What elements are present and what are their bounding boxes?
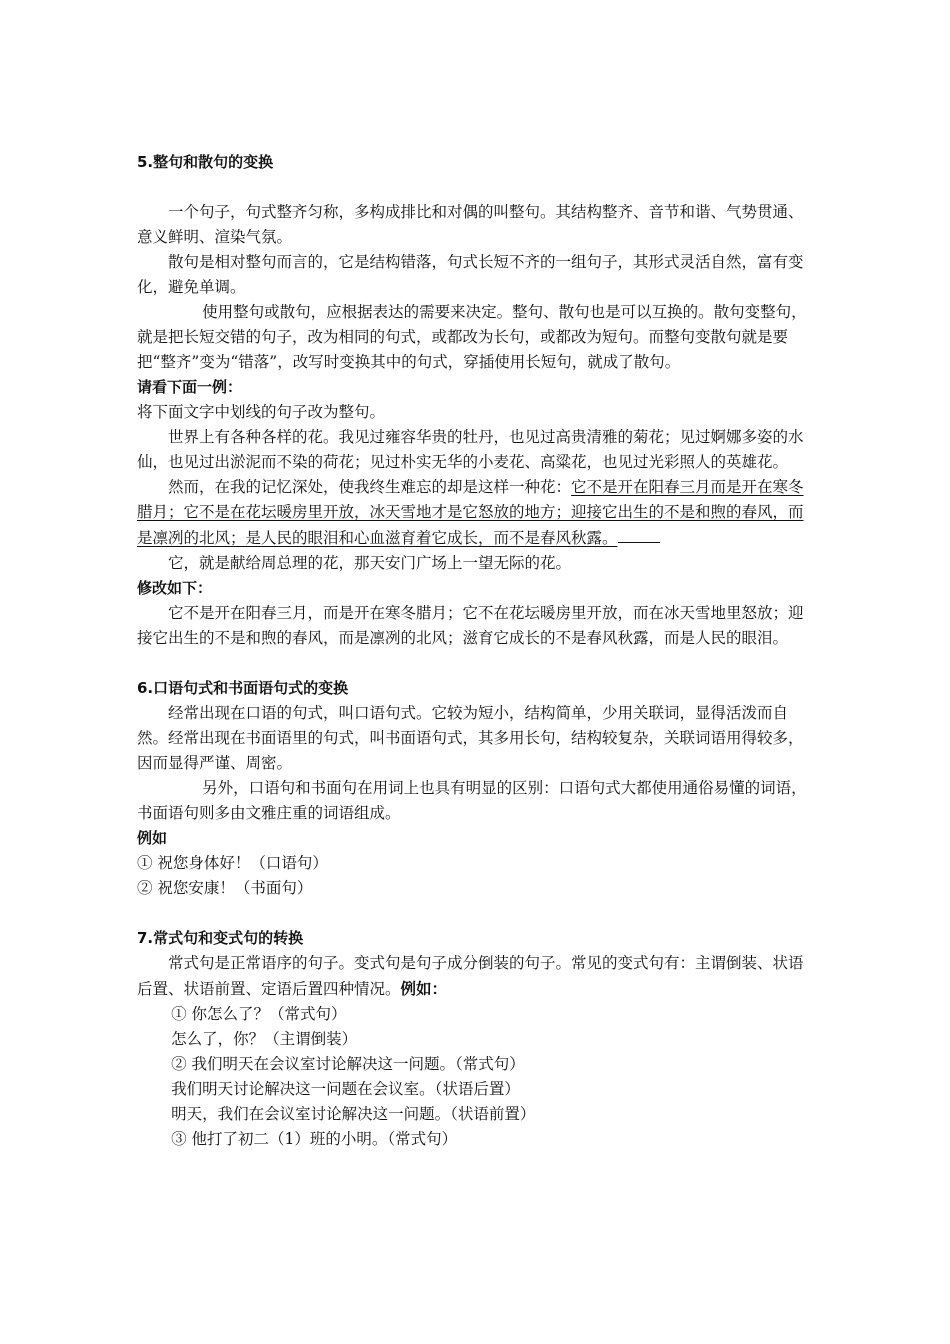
s7-example-label: 例如： bbox=[400, 979, 448, 998]
underlined-sentences: 它不是开在阳春三月而是开在寒冬腊月；它不是在花坛暖房里开放，冰天雪地才是它怒放的地方；迎接它出生的不是和煦的春风，而是凛冽的北风；是人民的眼泪和心血滋育着它成长，而不是春风秋露。 bbox=[137, 478, 804, 547]
s5-revised-text: 它不是开在阳春三月，而是开在寒冬腊月；它不在花坛暖房里开放，而在冰天雪地里怒放；迎接它出生的不是和煦的春风，而是凛冽的北风；滋育它成长的不是春风秋露，而是人民的眼泪。 bbox=[137, 604, 804, 647]
s7-line-6: ③ 他打了初二（1）班的小明。（常式句） bbox=[171, 1130, 458, 1148]
s7-line-4: 我们明天讨论解决这一问题在会议室。（状语后置） bbox=[171, 1080, 520, 1098]
s6-paragraph-2: 另外，口语句和书面句在用词上也具有明显的区别：口语句式大都使用通俗易懂的词语，书面语句则多由文雅庄重的词语组成。 bbox=[137, 779, 807, 822]
section-5-title: 5.整句和散句的变换 bbox=[137, 153, 274, 171]
s7-paragraph-1 bbox=[137, 951, 817, 1002]
s5-paragraph-2: 散句是相对整句而言的，它是结构错落，句式长短不齐的一组句子，其形式灵活自然，富有变化，避免单调。 bbox=[137, 253, 804, 296]
s7-line-1: ① 你怎么了？（常式句） bbox=[171, 1005, 347, 1023]
s7-line-2: 怎么了，你？（主谓倒装） bbox=[171, 1030, 358, 1048]
s6-paragraph-1: 经常出现在口语的句式，叫口语句式。它较为短小，结构简单，少用关联词，显得活泼而自然。经常出现在书面语里的句式，叫书面语句式，其多用长句，结构较复杂，关联词语用得较多，因而显得严谨、周密。 bbox=[137, 704, 804, 772]
document-page bbox=[137, 150, 817, 1152]
section-7-title: 7.常式句和变式句的转换 bbox=[137, 929, 304, 947]
s5-example-plain-text: 然而，在我的记忆深处，使我终生难忘的却是这样一种花： bbox=[168, 478, 572, 496]
s7-line-3: ② 我们明天在会议室讨论解决这一问题。（常式句） bbox=[171, 1055, 525, 1073]
s7-line-5: 明天，我们在会议室讨论解决这一问题。（状语前置） bbox=[171, 1105, 536, 1123]
s6-example-2: ② 祝您安康！（书面句） bbox=[137, 879, 313, 897]
s5-task: 将下面文字中划线的句子改为整句。 bbox=[137, 403, 386, 421]
s5-paragraph-3: 使用整句或散句，应根据表达的需要来决定。整句、散句也是可以互换的。散句变整句，就是把长短交错的句子，改为相同的句式，或都改为长句，或都改为短句。而整句变散句就是要把“整齐”变为“错落”，改写时变换其中的句式，穿插使用长短句，就成了散句。 bbox=[137, 303, 807, 371]
section-6-title: 6.口语句式和书面语句式的变换 bbox=[137, 679, 349, 697]
s5-example-paragraph-3: 它，就是献给周总理的花，那天安门广场上一望无际的花。 bbox=[168, 554, 572, 572]
s6-example-1: ① 祝您身体好！（口语句） bbox=[137, 854, 328, 872]
s6-example-label: 例如 bbox=[137, 829, 168, 847]
s5-paragraph-1: 一个句子，句式整齐匀称，多构成排比和对偶的叫整句。其结构整齐、音节和谐、气势贯通、意义鲜明、渲染气氛。 bbox=[137, 203, 804, 246]
s5-example-paragraph-2 bbox=[137, 475, 817, 551]
s5-example-paragraph-1: 世界上有各种各样的花。我见过雍容华贵的牡丹，也见过高贵清雅的菊花；见过婀娜多姿的水仙，也见过出淤泥而不染的荷花；见过朴实无华的小麦花、高粱花，也见过光彩照人的英雄花。 bbox=[137, 428, 804, 471]
s5-revised-label: 修改如下： bbox=[137, 579, 213, 597]
s5-example-label: 请看下面一例： bbox=[137, 378, 243, 396]
underline-tail bbox=[618, 525, 660, 543]
s7-paragraph-text: 常式句是正常语序的句子。变式句是句子成分倒装的句子。常见的变式句有：主谓倒装、状语后置、状语前置、定语后置四种情况。 bbox=[137, 954, 804, 998]
